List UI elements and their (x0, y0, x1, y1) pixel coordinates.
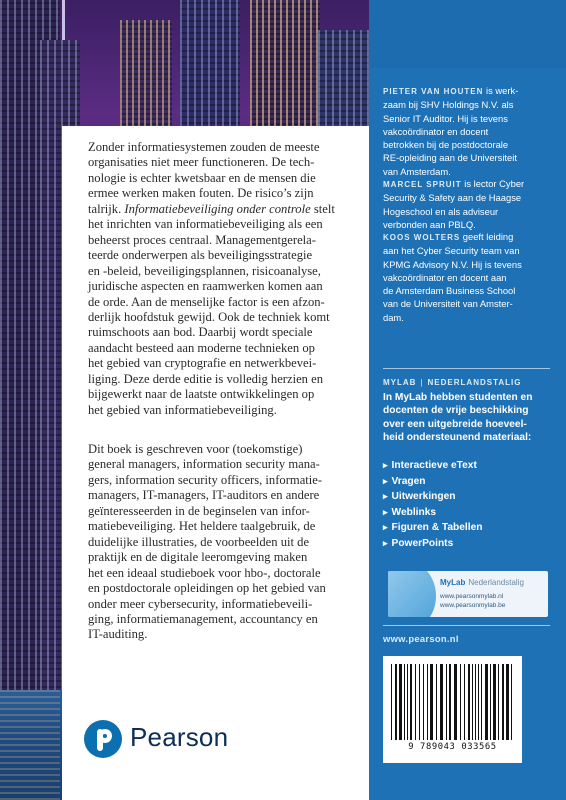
pearson-logo (84, 716, 244, 766)
text-line: gers, information security officers, informatie- (88, 472, 323, 487)
description-paragraph-2 (88, 442, 358, 643)
barcode-bar (440, 664, 443, 740)
barcode-bar (407, 664, 408, 740)
barcode-bar (395, 664, 397, 740)
barcode-bar (427, 664, 428, 740)
barcode-bar (468, 664, 470, 740)
mylab-url-nl: www.pearsonmylab.nl (440, 593, 504, 600)
text-line: en postdoctorale opleidingen op het gebied van (88, 581, 326, 596)
list-item: ▸ Figuren & Tabellen (383, 520, 482, 536)
barcode-bar (399, 664, 402, 740)
list-item: ▸ Interactieve eText (383, 458, 482, 474)
barcode-bar (391, 664, 392, 740)
text-line: liging. Deze derde editie is volledig herzien en (88, 371, 323, 386)
text-line: de orde. Aan de menselijke factor is een afzon- (88, 294, 325, 309)
text-line: derlijk hoofdstuk gewijd. Ook de techniek komt (88, 309, 330, 324)
barcode-bar (493, 664, 496, 740)
text-line: ging, informatiemanagement, accountancy en (88, 611, 318, 626)
text-line: en -beleid, beveiligingsplannen, risicoanalyse, (88, 263, 321, 278)
text-line: beheerst proces centraal. Managementgerela- (88, 232, 316, 247)
bio-line: KPMG Advisory N.V. Hij is tevens (383, 258, 522, 270)
list-item: ▸ Vragen (383, 474, 482, 490)
barcode-bar (419, 664, 420, 740)
intro-line: heid ondersteunend materiaal: (383, 432, 532, 444)
text-line: het inrichten van informatiebeveiliging als een (88, 217, 323, 232)
isbn-number: 9 789043 033565 (408, 742, 497, 752)
text-line: managers, IT-managers, IT-auditors en andere (88, 488, 320, 503)
water-reflection (0, 690, 60, 800)
bio-line: de Amsterdam Business School (383, 285, 516, 297)
heading-separator: | (420, 378, 424, 387)
barcode-bar (436, 664, 437, 740)
text-line (88, 202, 358, 217)
text-line: nologie is echter kwetsbaar en de mensen die (88, 170, 316, 185)
bio-line: KOOS WOLTERS geeft leiding (383, 231, 514, 242)
column-top-band (369, 0, 566, 68)
barcode-bar (404, 664, 405, 740)
barcode-bar (430, 664, 433, 740)
text-line: organisaties niet meer functioneren. De tech- (88, 155, 315, 170)
barcode-bar (481, 664, 482, 740)
bio-line: PIETER VAN HOUTEN is werk- (383, 85, 519, 96)
intro-line: over een uitgebreide hoeveel- (383, 418, 527, 430)
text-line: onder meer cybersecurity, informatiebeveili- (88, 596, 313, 611)
text-line: praktijk en de digitale leeromgeving maken (88, 550, 308, 565)
text-line: matiebeveiliging. Het heldere taalgebruik, de (88, 519, 316, 534)
text-line: aandacht besteed aan moderne technieken op (88, 340, 315, 355)
bio-line: Security & Safety aan de Haagse (383, 192, 522, 204)
text-line: duidelijke illustraties, de voorbeelden uit de (88, 534, 310, 549)
intro-line: docenten de vrije beschikking (383, 405, 529, 417)
intro-line: In MyLab hebben studenten en (383, 392, 533, 403)
section-divider (383, 368, 550, 369)
text-line: geïnteresseerden in de beginselen van infor- (88, 503, 310, 518)
book-title: Informatiebeveiliging onder controle (124, 201, 311, 216)
author-bio-3 (383, 230, 561, 324)
text-line: teerde onderwerpen als beveiligingsstrategie (88, 248, 313, 263)
barcode-bar (464, 664, 465, 740)
barcode-bar (472, 664, 473, 740)
mylab-banner (388, 571, 548, 617)
text-line: Zonder informatiesystemen zouden de meeste (88, 140, 320, 154)
bio-line: zaam bij SHV Holdings N.V. als (383, 99, 514, 111)
barcode-bar (423, 664, 424, 740)
section-divider (383, 625, 550, 626)
bio-line: van de Universiteit van Amster- (383, 298, 513, 310)
bio-line: Senior IT Auditor. Hij is tevens (383, 112, 508, 124)
author-bio-2 (383, 177, 561, 231)
text-run: stelt (310, 201, 335, 216)
mylab-resource-list (383, 458, 482, 552)
bio-line: RE-opleiding aan de Universiteit (383, 152, 517, 164)
text-line: bijgewerkt naar de laatste ontwikkelingen op (88, 387, 315, 402)
bio-line: Hogeschool en als adviseur (383, 205, 499, 217)
author-name: PIETER VAN HOUTEN (383, 87, 484, 96)
publisher-name: Pearson (130, 722, 229, 752)
isbn-barcode (383, 656, 522, 763)
barcode-bar (498, 664, 499, 740)
mylab-banner-subtitle: Nederlandstalig (468, 578, 524, 587)
author-name: KOOS WOLTERS (383, 233, 461, 242)
text-line: IT-auditing. (88, 627, 148, 642)
barcode-bar (410, 664, 412, 740)
bio-line: dam. (383, 311, 404, 323)
text-line: ermee werken maken fouten. De risico’s zijn (88, 186, 314, 201)
barcode-bar (449, 664, 451, 740)
mylab-heading (383, 378, 522, 387)
barcode-bar (475, 664, 476, 740)
author-name: MARCEL SPRUIT (383, 180, 462, 189)
text-run: talrijk. (88, 201, 125, 216)
mylab-url-be: www.pearsonmylab.be (440, 602, 506, 609)
right-info-column (369, 0, 566, 800)
pearson-p-icon (84, 720, 122, 758)
barcode-bar (454, 664, 457, 740)
mylab-banner-title: MyLab Nederlandstalig (440, 578, 524, 587)
mylab-label: MYLAB (383, 378, 417, 387)
mylab-swoosh-icon (388, 571, 436, 617)
barcode-bar (446, 664, 447, 740)
barcode-bar (511, 664, 512, 740)
barcode-bar (506, 664, 509, 740)
text-line: Dit boek is geschreven voor (toekomstige) (88, 442, 303, 456)
barcode-bar (478, 664, 479, 740)
barcode-bar (460, 664, 461, 740)
bio-line: vakcoördinator en docent aan (383, 271, 507, 283)
barcode-bar (502, 664, 504, 740)
barcode-bar (485, 664, 488, 740)
text-line: juridische aspecten en raamwerken komen aan (88, 279, 323, 294)
bio-line: aan het Cyber Security team van (383, 245, 520, 257)
bio-line: verbonden aan PBLQ. (383, 218, 476, 230)
text-line: het gebied van cryptografie en netwerkbevei- (88, 356, 317, 371)
bio-line: van Amsterdam. (383, 165, 451, 177)
author-bio-1 (383, 84, 561, 178)
bio-line: MARCEL SPRUIT is lector Cyber (383, 178, 525, 189)
list-item: ▸ Uitwerkingen (383, 489, 482, 505)
list-item: ▸ Weblinks (383, 505, 482, 521)
barcode-bars (391, 664, 514, 740)
mylab-intro (383, 391, 561, 445)
publisher-website: www.pearson.nl (383, 633, 459, 644)
bio-line: vakcoördinator en docent (383, 125, 489, 137)
description-paragraph-1 (88, 140, 358, 418)
text-line: ruimschoots aan bod. Daarbij wordt speciale (88, 325, 313, 340)
barcode-bar (415, 664, 416, 740)
mylab-language: NEDERLANDSTALIG (427, 378, 522, 387)
text-line: het gebied van informatiebeveiliging. (88, 402, 277, 417)
text-line: het een ideaal studieboek voor hbo-, doctorale (88, 565, 321, 580)
bio-line: betrokken bij de postdoctorale (383, 139, 509, 151)
text-line: general managers, information security mana- (88, 457, 320, 472)
barcode-bar (490, 664, 491, 740)
back-cover-text-panel (62, 126, 369, 800)
list-item: ▸ PowerPoints (383, 536, 482, 552)
